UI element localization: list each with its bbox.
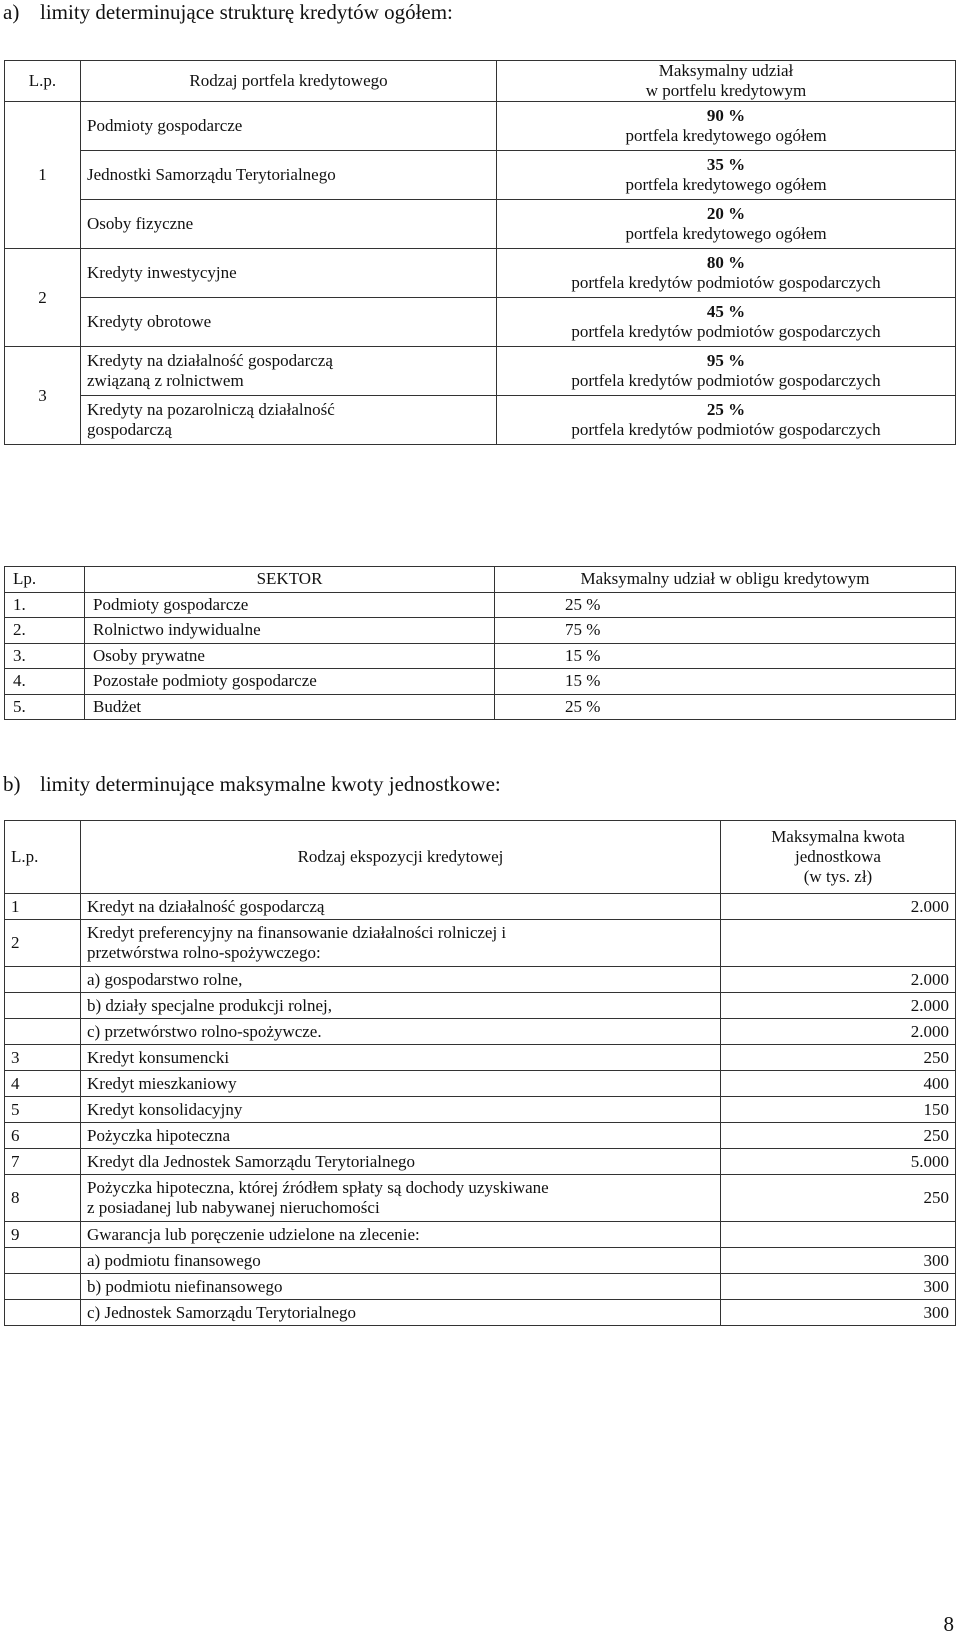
table-row xyxy=(5,894,956,920)
row-lp: 3 xyxy=(5,1045,81,1071)
max-amount: 300 xyxy=(721,1300,956,1326)
exposure-type: Kredyt konsolidacyjny xyxy=(81,1097,721,1123)
share-limit: 95 % portfela kredytów podmiotów gospodarczych xyxy=(497,347,956,396)
section-b-heading xyxy=(0,772,501,797)
row-lp: 2. xyxy=(5,618,85,644)
exposure-type: Kredyt mieszkaniowy xyxy=(81,1071,721,1097)
sector-share: 75 % xyxy=(495,618,956,644)
sector-name: Budżet xyxy=(85,694,495,720)
header-lp: L.p. xyxy=(5,821,81,894)
exposure-type: Kredyt konsumencki xyxy=(81,1045,721,1071)
exposure-type: c) przetwórstwo rolno-spożywcze. xyxy=(81,1019,721,1045)
exposure-type: Kredyt dla Jednostek Samorządu Terytorialnego xyxy=(81,1149,721,1175)
header-sector: SEKTOR xyxy=(85,567,495,593)
max-amount: 250 xyxy=(721,1123,956,1149)
page-number: 8 xyxy=(943,1612,954,1636)
table-row xyxy=(5,102,956,151)
exposure-type: Pożyczka hipoteczna, której źródłem spłaty są dochody uzyskiwane z posiadanej lub nabywanej nieruchomości xyxy=(81,1175,721,1222)
row-lp xyxy=(5,1300,81,1326)
sector-share: 25 % xyxy=(495,694,956,720)
row-lp: 7 xyxy=(5,1149,81,1175)
table-row xyxy=(5,669,956,695)
portfolio-structure-table xyxy=(4,60,956,445)
exposure-type: a) gospodarstwo rolne, xyxy=(81,967,721,993)
max-amount: 300 xyxy=(721,1248,956,1274)
max-amount: 400 xyxy=(721,1071,956,1097)
max-amount: 2.000 xyxy=(721,993,956,1019)
exposure-type: b) działy specjalne produkcji rolnej, xyxy=(81,993,721,1019)
table-row xyxy=(5,298,956,347)
table-row xyxy=(5,1175,956,1222)
header-lp: L.p. xyxy=(5,61,81,102)
table-row xyxy=(5,200,956,249)
table-header-row xyxy=(5,821,956,894)
row-lp xyxy=(5,1274,81,1300)
table-row xyxy=(5,1149,956,1175)
group-number: 2 xyxy=(5,249,81,347)
section-a-label: a) xyxy=(3,0,20,24)
share-limit: 45 % portfela kredytów podmiotów gospodarczych xyxy=(497,298,956,347)
table-row xyxy=(5,1019,956,1045)
max-amount xyxy=(721,920,956,967)
row-lp xyxy=(5,993,81,1019)
table-row xyxy=(5,347,956,396)
max-amount: 2.000 xyxy=(721,1019,956,1045)
group-number: 1 xyxy=(5,102,81,249)
table-row xyxy=(5,1300,956,1326)
portfolio-type: Podmioty gospodarcze xyxy=(81,102,497,151)
row-lp: 2 xyxy=(5,920,81,967)
exposure-type: a) podmiotu finansowego xyxy=(81,1248,721,1274)
share-limit: 25 % portfela kredytów podmiotów gospodarczych xyxy=(497,396,956,445)
max-amount: 150 xyxy=(721,1097,956,1123)
header-max-share: Maksymalny udział w portfelu kredytowym xyxy=(497,61,956,102)
table-row xyxy=(5,151,956,200)
table-row xyxy=(5,643,956,669)
table-row xyxy=(5,1248,956,1274)
table-row xyxy=(5,1097,956,1123)
max-amount: 300 xyxy=(721,1274,956,1300)
portfolio-type: Kredyty na pozarolniczą działalność gospodarczą xyxy=(81,396,497,445)
row-lp: 3. xyxy=(5,643,85,669)
row-lp xyxy=(5,1019,81,1045)
table-row xyxy=(5,967,956,993)
table-row xyxy=(5,396,956,445)
exposure-type: Kredyt preferencyjny na finansowanie działalności rolniczej i przetwórstwa rolno-spożywczego: xyxy=(81,920,721,967)
unit-limit-table xyxy=(4,820,956,1326)
group-number: 3 xyxy=(5,347,81,445)
section-b-label: b) xyxy=(3,772,21,796)
portfolio-type: Osoby fizyczne xyxy=(81,200,497,249)
table-row xyxy=(5,618,956,644)
portfolio-type: Jednostki Samorządu Terytorialnego xyxy=(81,151,497,200)
row-lp: 9 xyxy=(5,1222,81,1248)
table-row xyxy=(5,920,956,967)
table-row xyxy=(5,1045,956,1071)
max-amount: 2.000 xyxy=(721,894,956,920)
portfolio-type: Kredyty na działalność gospodarczą związaną z rolnictwem xyxy=(81,347,497,396)
max-amount: 2.000 xyxy=(721,967,956,993)
share-limit: 20 % portfela kredytowego ogółem xyxy=(497,200,956,249)
row-lp: 8 xyxy=(5,1175,81,1222)
max-amount: 250 xyxy=(721,1175,956,1222)
row-lp xyxy=(5,1248,81,1274)
section-a-title: limity determinujące strukturę kredytów ogółem: xyxy=(40,0,453,24)
sector-share: 15 % xyxy=(495,669,956,695)
header-max-share: Maksymalny udział w obligu kredytowym xyxy=(495,567,956,593)
max-amount xyxy=(721,1222,956,1248)
sector-name: Rolnictwo indywidualne xyxy=(85,618,495,644)
row-lp: 5 xyxy=(5,1097,81,1123)
table-row xyxy=(5,694,956,720)
row-lp: 4. xyxy=(5,669,85,695)
table-header-row xyxy=(5,61,956,102)
exposure-type: Kredyt na działalność gospodarczą xyxy=(81,894,721,920)
exposure-type: Gwarancja lub poręczenie udzielone na zlecenie: xyxy=(81,1222,721,1248)
exposure-type: b) podmiotu niefinansowego xyxy=(81,1274,721,1300)
max-amount: 5.000 xyxy=(721,1149,956,1175)
table-row xyxy=(5,249,956,298)
row-lp: 5. xyxy=(5,694,85,720)
exposure-type: c) Jednostek Samorządu Terytorialnego xyxy=(81,1300,721,1326)
sector-name: Osoby prywatne xyxy=(85,643,495,669)
table-row xyxy=(5,1222,956,1248)
table-header-row xyxy=(5,567,956,593)
sector-name: Pozostałe podmioty gospodarcze xyxy=(85,669,495,695)
table-row xyxy=(5,592,956,618)
header-lp: Lp. xyxy=(5,567,85,593)
row-lp: 4 xyxy=(5,1071,81,1097)
share-limit: 80 % portfela kredytów podmiotów gospodarczych xyxy=(497,249,956,298)
table-row xyxy=(5,1274,956,1300)
header-exposure-type: Rodzaj ekspozycji kredytowej xyxy=(81,821,721,894)
exposure-type: Pożyczka hipoteczna xyxy=(81,1123,721,1149)
table-row xyxy=(5,993,956,1019)
section-a-heading xyxy=(0,0,453,25)
section-b-title: limity determinujące maksymalne kwoty jednostkowe: xyxy=(40,772,501,796)
table-row xyxy=(5,1071,956,1097)
sector-name: Podmioty gospodarcze xyxy=(85,592,495,618)
row-lp: 1. xyxy=(5,592,85,618)
row-lp xyxy=(5,967,81,993)
portfolio-type: Kredyty inwestycyjne xyxy=(81,249,497,298)
sector-share: 25 % xyxy=(495,592,956,618)
row-lp: 6 xyxy=(5,1123,81,1149)
share-limit: 90 % portfela kredytowego ogółem xyxy=(497,102,956,151)
header-portfolio-type: Rodzaj portfela kredytowego xyxy=(81,61,497,102)
sector-share: 15 % xyxy=(495,643,956,669)
table-row xyxy=(5,1123,956,1149)
row-lp: 1 xyxy=(5,894,81,920)
portfolio-type: Kredyty obrotowe xyxy=(81,298,497,347)
sector-limit-table xyxy=(4,566,956,720)
share-limit: 35 % portfela kredytowego ogółem xyxy=(497,151,956,200)
header-max-amount: Maksymalna kwota jednostkowa (w tys. zł) xyxy=(721,821,956,894)
max-amount: 250 xyxy=(721,1045,956,1071)
